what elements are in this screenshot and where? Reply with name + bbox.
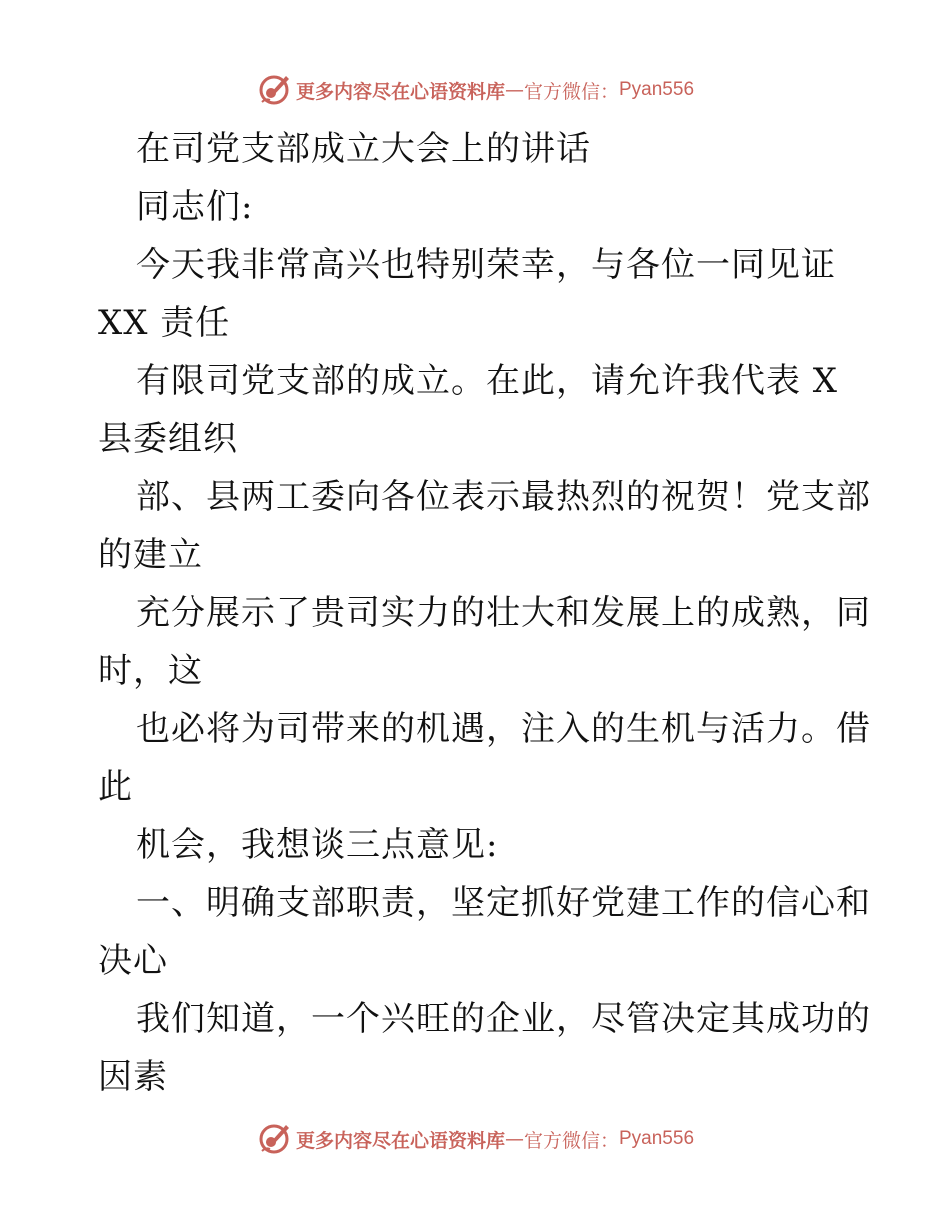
text-line: 时，这 (98, 651, 203, 691)
banner-brand-text: 更多内容尽在心语资料库 (295, 80, 505, 103)
document-body (98, 120, 871, 1106)
text-line: 充分展示了贵司实力的壮大和发展上的成熟，同 (136, 593, 871, 633)
quill-logo-icon (256, 72, 292, 108)
text-line: 也必将为司带来的机遇，注入的生机与活力。借 (136, 709, 871, 749)
text-line: 因素 (98, 1057, 168, 1097)
banner-account-id: Pyan556 (619, 1128, 695, 1149)
text-line: 部、县两工委向各位表示最热烈的祝贺！党支部 (136, 477, 871, 517)
text-line: 决心 (98, 941, 168, 981)
banner-wechat-label: 官方微信： (523, 80, 619, 103)
banner-wechat-label: 官方微信： (523, 1129, 619, 1152)
banner-account-id: Pyan556 (619, 79, 695, 100)
text-line: 机会，我想谈三点意见: (136, 825, 499, 865)
text-line: 此 (98, 767, 133, 807)
text-line: 有限司党支部的成立。在此，请允许我代表 X (136, 361, 839, 401)
section-heading: 一、明确支部职责，坚定抓好党建工作的信心和 (136, 883, 871, 923)
header-watermark-banner (0, 70, 950, 110)
banner-dash: — (504, 1128, 524, 1150)
text-line: 今天我非常高兴也特别荣幸，与各位一同见证 (136, 245, 836, 285)
text-line: 我们知道，一个兴旺的企业，尽管决定其成功的 (136, 999, 871, 1039)
footer-watermark-banner (0, 1119, 950, 1159)
quill-logo-icon (256, 1121, 292, 1157)
document-title: 在司党支部成立大会上的讲话 (136, 129, 591, 169)
salutation: 同志们: (136, 187, 254, 227)
text-line: XX 责任 (98, 303, 231, 343)
text-line: 县委组织 (98, 419, 238, 459)
banner-brand-text: 更多内容尽在心语资料库 (295, 1129, 505, 1152)
banner-dash: — (504, 79, 524, 101)
text-line: 的建立 (98, 535, 203, 575)
